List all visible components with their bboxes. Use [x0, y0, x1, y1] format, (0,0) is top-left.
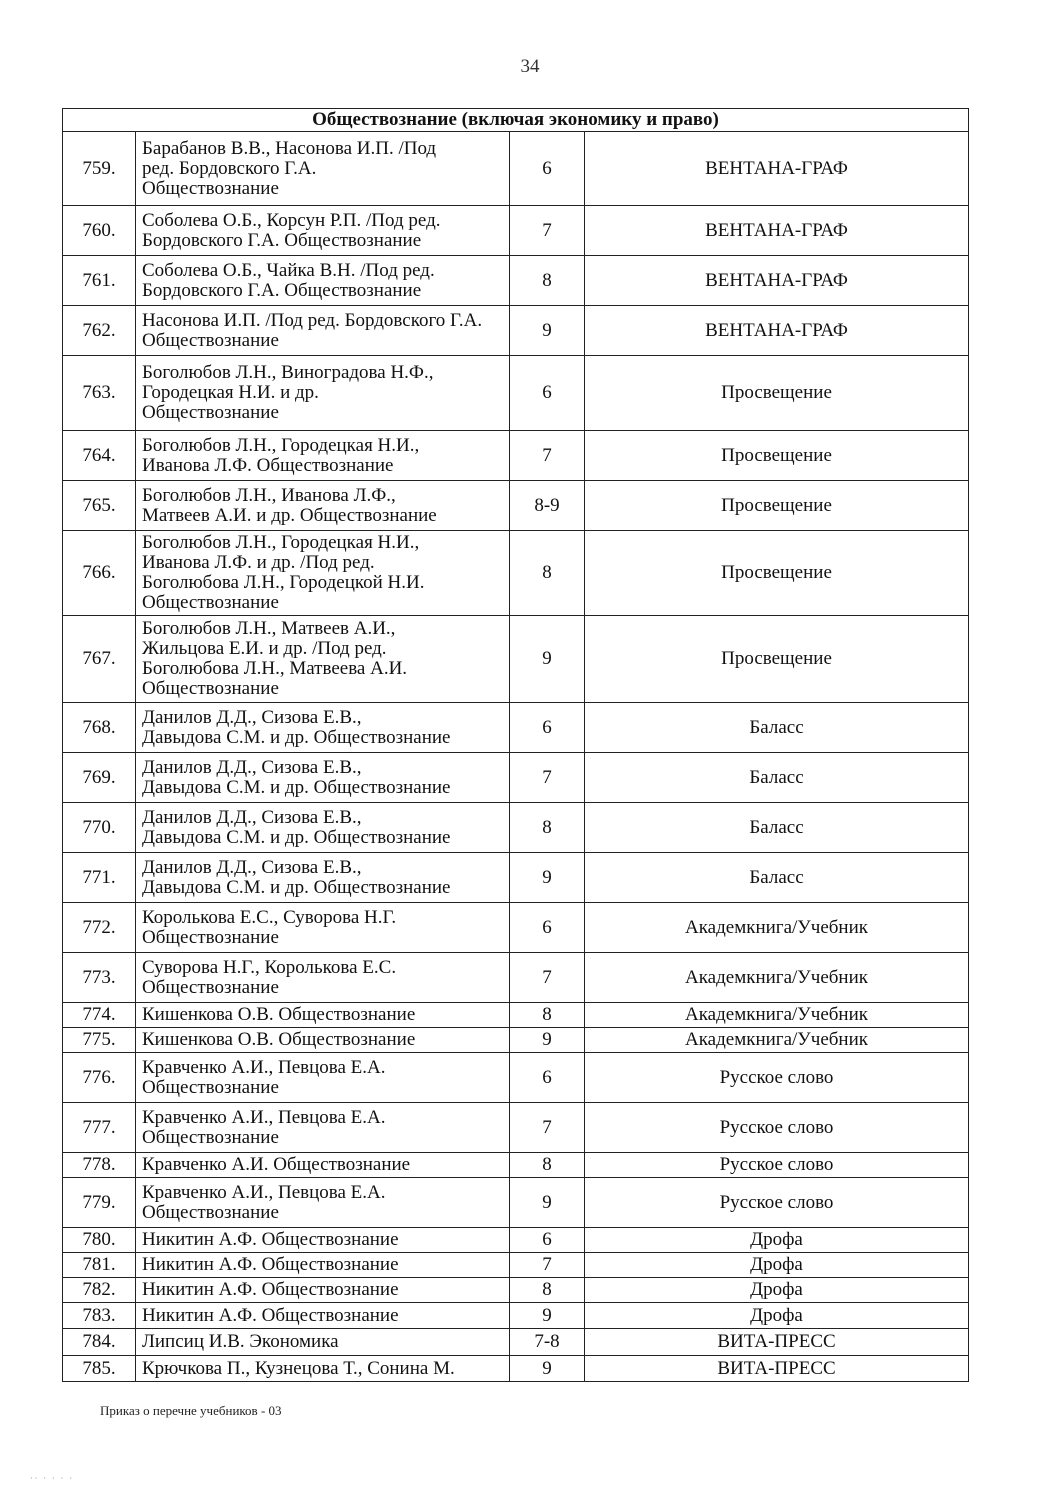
entry-line: Боголюбова Л.Н., Городецкой Н.И. — [142, 572, 425, 593]
table-row — [63, 803, 969, 853]
entry-line: Никитин А.Ф. Обществознание — [142, 1304, 399, 1326]
entry-number: 784. — [63, 1329, 136, 1356]
entry-line: Боголюбов Л.Н., Иванова Л.Ф., — [142, 484, 396, 506]
entry-authors-title — [136, 753, 510, 803]
entry-publisher: Просвещение — [585, 431, 969, 481]
entry-publisher: Дрофа — [585, 1253, 969, 1278]
entry-line: Иванова Л.Ф. Обществознание — [142, 454, 394, 476]
entry-grade: 8 — [510, 1278, 585, 1303]
table-row — [63, 256, 969, 306]
entry-line: Обществознание — [142, 976, 279, 998]
scan-specks: ·· · · · · — [30, 1474, 74, 1483]
entry-line: Барабанов В.В., Насонова И.П. /Под — [142, 137, 437, 159]
entry-publisher: ВЕНТАНА-ГРАФ — [585, 132, 969, 206]
entry-publisher: Баласс — [585, 753, 969, 803]
entry-authors-title — [136, 1028, 510, 1053]
entry-number: 761. — [63, 256, 136, 306]
table-row — [63, 1028, 969, 1053]
entry-line: Боголюбова Л.Н., Матвеева А.И. — [142, 658, 408, 679]
entry-line: Никитин А.Ф. Обществознание — [142, 1279, 399, 1300]
entry-authors-title — [136, 953, 510, 1003]
entry-line: Городецкая Н.И. и др. — [142, 382, 319, 403]
entry-line: Кишенкова О.В. Обществознание — [142, 1004, 416, 1025]
entry-line: Соболева О.Б., Корсун Р.П. /Под ред. — [142, 209, 441, 231]
entry-authors-title — [136, 803, 510, 853]
table-row — [63, 531, 969, 616]
entry-number: 759. — [63, 132, 136, 206]
entry-number: 774. — [63, 1003, 136, 1028]
entry-number: 768. — [63, 703, 136, 753]
entry-line: Королькова Е.С., Суворова Н.Г. — [142, 906, 397, 928]
entry-grade: 9 — [510, 1178, 585, 1228]
section-title: Обществознание (включая экономику и право) — [63, 109, 969, 132]
table-row — [63, 1303, 969, 1329]
entry-publisher: Баласс — [585, 803, 969, 853]
entry-number: 782. — [63, 1278, 136, 1303]
entry-line: Липсиц И.В. Экономика — [142, 1331, 339, 1352]
entry-line: Бордовского Г.А. Обществознание — [142, 279, 422, 301]
entry-line: Никитин А.Ф. Обществознание — [142, 1229, 399, 1250]
entry-line: Кравченко А.И., Певцова Е.А. — [142, 1181, 386, 1203]
entry-line: Насонова И.П. /Под ред. Бордовского Г.А. — [142, 309, 483, 331]
entry-grade: 8 — [510, 1003, 585, 1028]
entry-line: Обществознание — [142, 329, 279, 351]
entry-line: Боголюбов Л.Н., Городецкая Н.И., — [142, 434, 420, 456]
entry-publisher: Дрофа — [585, 1278, 969, 1303]
entry-line: Давыдова С.М. и др. Обществознание — [142, 776, 451, 798]
table-row — [63, 1153, 969, 1178]
entry-grade: 8 — [510, 1153, 585, 1178]
entry-number: 779. — [63, 1178, 136, 1228]
entry-line: Никитин А.Ф. Обществознание — [142, 1254, 399, 1275]
table-row — [63, 953, 969, 1003]
entry-authors-title — [136, 1228, 510, 1253]
entry-authors-title — [136, 481, 510, 531]
entry-grade: 7 — [510, 431, 585, 481]
entry-authors-title — [136, 1178, 510, 1228]
entry-publisher: Русское слово — [585, 1178, 969, 1228]
entry-line: Матвеев А.И. и др. Обществознание — [142, 504, 437, 526]
entry-line: Соболева О.Б., Чайка В.Н. /Под ред. — [142, 259, 435, 281]
entry-line: Данилов Д.Д., Сизова Е.В., — [142, 756, 362, 778]
entry-line: Данилов Д.Д., Сизова Е.В., — [142, 806, 362, 828]
entry-publisher: Русское слово — [585, 1153, 969, 1178]
entry-number: 771. — [63, 853, 136, 903]
entry-publisher: Просвещение — [585, 531, 969, 616]
entry-authors-title — [136, 1003, 510, 1028]
entry-line: Давыдова С.М. и др. Обществознание — [142, 726, 451, 748]
entry-number: 773. — [63, 953, 136, 1003]
entry-grade: 9 — [510, 853, 585, 903]
entry-publisher: ВЕНТАНА-ГРАФ — [585, 256, 969, 306]
entry-authors-title — [136, 531, 510, 616]
entry-authors-title — [136, 616, 510, 703]
entry-number: 760. — [63, 206, 136, 256]
table-row — [63, 753, 969, 803]
section-header-row — [63, 109, 969, 132]
entry-grade: 6 — [510, 703, 585, 753]
entry-line: Обществознание — [142, 1201, 279, 1223]
entry-grade: 7 — [510, 1103, 585, 1153]
entry-line: Обществознание — [142, 177, 279, 199]
table-row — [63, 1329, 969, 1356]
entry-publisher: ВИТА-ПРЕСС — [585, 1356, 969, 1382]
entry-line: Жильцова Е.И. и др. /Под ред. — [142, 638, 387, 659]
table-row — [63, 1003, 969, 1028]
entry-publisher: Баласс — [585, 853, 969, 903]
table-row — [63, 903, 969, 953]
entry-line: Обществознание — [142, 926, 279, 948]
entry-publisher: Академкнига/Учебник — [585, 953, 969, 1003]
entry-authors-title — [136, 206, 510, 256]
entry-grade: 9 — [510, 1303, 585, 1329]
entry-authors-title — [136, 1253, 510, 1278]
entry-grade: 9 — [510, 616, 585, 703]
entry-line: Суворова Н.Г., Королькова Е.С. — [142, 956, 397, 978]
entry-publisher: Просвещение — [585, 616, 969, 703]
entry-grade: 8 — [510, 256, 585, 306]
entry-authors-title — [136, 703, 510, 753]
entry-number: 770. — [63, 803, 136, 853]
entry-authors-title — [136, 306, 510, 356]
table-row — [63, 1356, 969, 1382]
entry-line: Давыдова С.М. и др. Обществознание — [142, 826, 451, 848]
entry-number: 776. — [63, 1053, 136, 1103]
entry-publisher: Просвещение — [585, 356, 969, 431]
entry-publisher: Русское слово — [585, 1053, 969, 1103]
entry-number: 777. — [63, 1103, 136, 1153]
entry-line: Бордовского Г.А. Обществознание — [142, 229, 422, 251]
entry-line: Данилов Д.Д., Сизова Е.В., — [142, 856, 362, 878]
table-row — [63, 1053, 969, 1103]
entry-publisher: ВЕНТАНА-ГРАФ — [585, 206, 969, 256]
entry-number: 763. — [63, 356, 136, 431]
entry-grade: 9 — [510, 1356, 585, 1382]
table-row — [63, 132, 969, 206]
entry-authors-title — [136, 1103, 510, 1153]
entry-grade: 9 — [510, 306, 585, 356]
entry-grade: 7 — [510, 206, 585, 256]
table-row — [63, 306, 969, 356]
entry-line: Крючкова П., Кузнецова Т., Сонина М. — [142, 1357, 455, 1379]
entry-line: Кравченко А.И., Певцова Е.А. — [142, 1056, 386, 1078]
entry-grade: 6 — [510, 356, 585, 431]
entry-grade: 8 — [510, 531, 585, 616]
page-number: 34 — [520, 56, 540, 77]
table-row — [63, 206, 969, 256]
entry-number: 772. — [63, 903, 136, 953]
table-row — [63, 1103, 969, 1153]
entry-grade: 7 — [510, 953, 585, 1003]
table-row — [63, 481, 969, 531]
entry-number: 775. — [63, 1028, 136, 1053]
textbook-table — [62, 108, 969, 1382]
entry-authors-title — [136, 1278, 510, 1303]
entry-line: Обществознание — [142, 1076, 279, 1098]
entry-number: 778. — [63, 1153, 136, 1178]
entry-authors-title — [136, 132, 510, 206]
entry-line: Кравченко А.И., Певцова Е.А. — [142, 1106, 386, 1128]
table-row — [63, 431, 969, 481]
entry-line: Обществознание — [142, 1126, 279, 1148]
entry-publisher: Дрофа — [585, 1303, 969, 1329]
entry-number: 767. — [63, 616, 136, 703]
entry-authors-title — [136, 431, 510, 481]
entry-line: Боголюбов Л.Н., Городецкая Н.И., — [142, 532, 420, 553]
entry-publisher: Просвещение — [585, 481, 969, 531]
entry-line: ред. Бордовского Г.А. — [142, 157, 317, 179]
table-row — [63, 853, 969, 903]
entry-line: Данилов Д.Д., Сизова Е.В., — [142, 706, 362, 728]
entry-number: 780. — [63, 1228, 136, 1253]
entry-publisher: ВИТА-ПРЕСС — [585, 1329, 969, 1356]
entry-number: 769. — [63, 753, 136, 803]
entry-authors-title — [136, 356, 510, 431]
entry-grade: 8-9 — [510, 481, 585, 531]
entry-grade: 9 — [510, 1028, 585, 1053]
entry-line: Иванова Л.Ф. и др. /Под ред. — [142, 552, 375, 573]
entry-line: Боголюбов Л.Н., Матвеев А.И., — [142, 618, 396, 639]
entry-grade: 7-8 — [510, 1329, 585, 1356]
footer-note: Приказ о перечне учебников - 03 — [100, 1403, 282, 1418]
entry-line: Кишенкова О.В. Обществознание — [142, 1029, 416, 1050]
entry-publisher: Академкнига/Учебник — [585, 1003, 969, 1028]
entry-authors-title — [136, 1356, 510, 1382]
entry-grade: 6 — [510, 132, 585, 206]
entry-number: 781. — [63, 1253, 136, 1278]
entry-grade: 8 — [510, 803, 585, 853]
entry-grade: 6 — [510, 1228, 585, 1253]
entry-line: Кравченко А.И. Обществознание — [142, 1154, 411, 1175]
entry-grade: 7 — [510, 753, 585, 803]
entry-publisher: Академкнига/Учебник — [585, 903, 969, 953]
entry-line: Обществознание — [142, 592, 279, 613]
table-row — [63, 616, 969, 703]
table-row — [63, 356, 969, 431]
entry-authors-title — [136, 1329, 510, 1356]
entry-grade: 6 — [510, 903, 585, 953]
entry-number: 762. — [63, 306, 136, 356]
entry-line: Обществознание — [142, 678, 279, 699]
entry-authors-title — [136, 256, 510, 306]
table-row — [63, 1278, 969, 1303]
entry-authors-title — [136, 903, 510, 953]
entry-number: 765. — [63, 481, 136, 531]
entry-number: 766. — [63, 531, 136, 616]
table-row — [63, 1253, 969, 1278]
entry-grade: 7 — [510, 1253, 585, 1278]
entry-number: 764. — [63, 431, 136, 481]
entry-publisher: Русское слово — [585, 1103, 969, 1153]
table-row — [63, 1228, 969, 1253]
entry-publisher: Баласс — [585, 703, 969, 753]
entry-authors-title — [136, 853, 510, 903]
entry-publisher: ВЕНТАНА-ГРАФ — [585, 306, 969, 356]
entry-line: Боголюбов Л.Н., Виноградова Н.Ф., — [142, 362, 434, 383]
entry-authors-title — [136, 1303, 510, 1329]
table-row — [63, 703, 969, 753]
entry-authors-title — [136, 1053, 510, 1103]
entry-line: Давыдова С.М. и др. Обществознание — [142, 876, 451, 898]
table-row — [63, 1178, 969, 1228]
entry-publisher: Дрофа — [585, 1228, 969, 1253]
entry-authors-title — [136, 1153, 510, 1178]
entry-number: 785. — [63, 1356, 136, 1382]
entry-publisher: Академкнига/Учебник — [585, 1028, 969, 1053]
entry-number: 783. — [63, 1303, 136, 1329]
entry-line: Обществознание — [142, 402, 279, 423]
entry-grade: 6 — [510, 1053, 585, 1103]
